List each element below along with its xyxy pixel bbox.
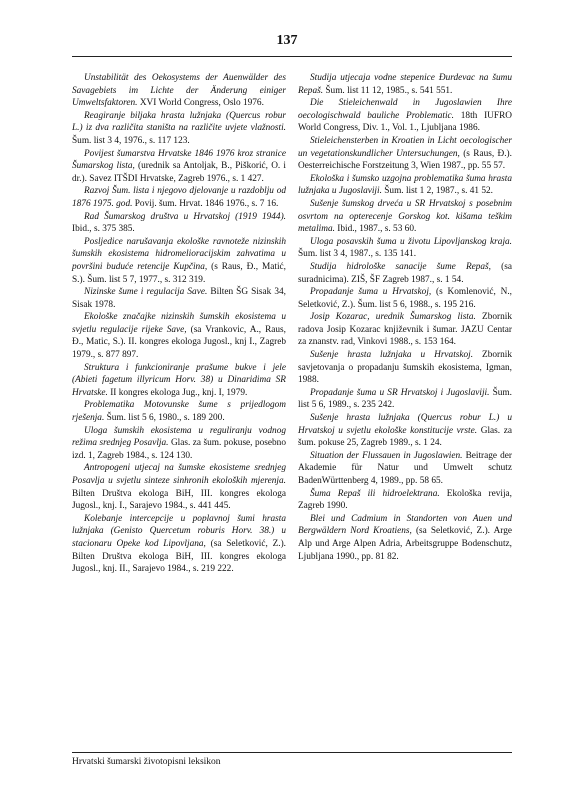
entry-title: Uloga posavskih šuma u životu Lipovljanskog kraja. [310, 236, 512, 247]
entry-title: Blei und Cadmium in Standorten von Auen und Bergwäldern Nord Kroatiens, [298, 513, 512, 537]
entry-title: Povijest šumarstva Hrvatske 1846 1976 kroz stranice Šumarskog lista, [72, 148, 286, 172]
entry-details: (sa suradnicima). ZIŠ, ŠF Zagreb 1987., s. 1 54. [298, 261, 512, 285]
bibliography-entry [298, 513, 512, 563]
right-column [298, 72, 512, 563]
entry-details: 18th IUFRO World Congress, Div. 1., Vol. 1., Ljubljana 1986. [298, 110, 512, 134]
entry-details: Glas. za šum. pokuse, posebno izd. 1, Zagreb 1984., s. 124 130. [72, 438, 286, 461]
entry-details: II kongres ekologa Jug., knj. I, 1979. [107, 387, 248, 398]
bibliography-entry [72, 236, 286, 286]
entry-details: Šum. list 3 4, 1976., s. 117 123. [72, 135, 190, 146]
entry-title: Ekološka i šumsko uzgojna problematika šuma hrasta lužnjaka u Jugoslaviji. [298, 173, 512, 197]
entry-details: XVI World Congress, Oslo 1976. [137, 98, 264, 109]
page-footer: Hrvatski šumarski životopisni leksikon [72, 757, 221, 767]
entry-details: (sa Seletković, Z.). Bilten Društva ekologa BiH, III. kongres ekologa Jugosl., knj. II., Sarajevo 1984., s. 219 222. [72, 538, 286, 575]
bibliography-entry [298, 97, 512, 135]
entry-details: Šum. list 1 2, 1987., s. 41 52. [381, 186, 493, 197]
entry-title: Uloga šumskih ekosistema u reguliranju vodnog režima srednjeg Posavlja. [72, 425, 286, 449]
entry-details: Bilten ŠG Sisak 34, Sisak 1978. [72, 287, 286, 310]
bibliography-entry [72, 286, 286, 311]
entry-title: Nizinske šume i regulacija Save. [84, 287, 208, 298]
entry-details: Zbornik savjetovanja o propadanju šumskih ekosistema, Igman, 1988. [298, 350, 512, 386]
entry-title: Situation der Flussauen in Jugoslawien. [310, 450, 463, 461]
entry-details: (sa Seletković, Z.). Arge Alp und Arge Alpen Adria, Arbeitsgruppe Bodenschutz, Ljubljana 1990., pp. 81 82. [298, 526, 512, 562]
entry-title: Sušenje hrasta lužnjaka u Hrvatskoj. [310, 350, 474, 361]
bibliography-entry [298, 387, 512, 412]
header-rule [72, 56, 512, 57]
entry-details: Beitrage der Akademie für Natur und Umwelt schutz BadenWürttenberg 4, 1989., pp. 58 65. [298, 450, 512, 486]
bibliography-entry [72, 425, 286, 463]
entry-details: Zbornik radova Josip Kozarac književnik i šumar. JAZU Centar za znanstv. rad, Vinkovi 1988., s. 153 164. [298, 312, 513, 348]
entry-title: Kolebanje intercepcije u poplavnoj šumi hrasta lužnjaka (Genisto Quercetum roburis Horv. 38.) u stacionaru Opeke kod Lipovljana, [72, 513, 286, 549]
entry-title: Propadanje šuma u Hrvatskoj, [310, 287, 432, 298]
left-column [72, 72, 286, 576]
entry-details: Šum. list 3 4, 1987., s. 135 141. [298, 249, 417, 260]
bibliography-entry [72, 462, 286, 512]
entry-details: (s Raus, Đ.). Oesterreichische Forstzeitung 3, Wien 1987., pp. 55 57. [298, 148, 512, 172]
bibliography-entry [298, 488, 512, 513]
entry-details: Ibid., s. 375 385. [72, 224, 135, 235]
entry-details: Šum. list 5 6, 1989., s. 235 242. [298, 387, 512, 411]
entry-details: Ibid., 1987., s. 53 60. [334, 224, 417, 235]
bibliography-entry [72, 110, 286, 148]
entry-title: Studija hidrološke sanacije šume Repaš, [310, 261, 491, 272]
bibliography-entry [72, 148, 286, 186]
bibliography-entry [298, 173, 512, 198]
bibliography-entry [298, 72, 512, 97]
entry-title: Josip Kozarac, urednik Šumarskog lista. [310, 312, 476, 323]
entry-details: Bilten Društva ekologa BiH, III. kongres ekologa Jugosl., knj. I., Sarajevo 1984., s. 441 445. [72, 488, 286, 512]
bibliography-entry [72, 311, 286, 361]
bibliography-entry [72, 72, 286, 110]
bibliography-entry [298, 236, 512, 261]
bibliography-entry [298, 412, 512, 450]
entry-details: Šum. list 5 6, 1980., s. 189 200. [104, 413, 225, 424]
entry-title: Sušenje šumskog drveća u SR Hrvatskoj s posebnim osvrtom na opterecenje Gorskog kot. kišama teškim metalima. [298, 198, 512, 235]
entry-title: Šuma Repaš ili hidroelektrana. [310, 488, 440, 499]
entry-title: Posljedice narušavanja ekološke ravnoteže nizinskih šumskih ekosistema hidromelioracijskim zahvatima u površini buduće retencije Kupčina, [72, 236, 286, 272]
bibliography-entry [72, 211, 286, 236]
entry-details: Povij. šum. Hrvat. 1846 1976., s. 7 16. [132, 198, 279, 209]
entry-details: Šum. list 11 12, 1985., s. 541 551. [323, 85, 453, 96]
entry-title: Rad Šumarskog društva u Hrvatskoj (1919 1944). [84, 211, 286, 222]
footer-rule [72, 752, 512, 753]
entry-title: Die Stieleichenwald in Jugoslawien Ihre oecologischwald bauliche Problematic. [298, 98, 512, 121]
entry-title: Unstabilität des Oekosystems der Auenwälder des Savagebiets im Lichte der Änderung einiger Umweltsfaktoren. [72, 73, 286, 109]
entry-title: Studija utjecaja vodne stepenice Đurdevac na šumu Repaš. [298, 73, 512, 96]
entry-title: Ekološke značajke nizinskih šumskih ekosistema u svjetlu regulacije rijeke Save, [72, 312, 286, 335]
entry-details: Ekološka revija, Zagreb 1990. [298, 488, 512, 512]
entry-details: (urednik sa Antoljak, B., Piškorić, O. i dr.). Savez ITŠDI Hrvatske, Zagreb 1976., s. 1 427. [72, 161, 286, 184]
bibliography-entry [298, 450, 512, 488]
bibliography-entry [298, 286, 512, 311]
bibliography-entry [72, 185, 286, 210]
bibliography-entry [72, 513, 286, 576]
page-number: 137 [276, 33, 298, 48]
entry-details: (s Raus, Đ., Matić, S.). Šum. list 5 7, 1977., s. 312 319. [72, 261, 286, 285]
entry-title: Propadanje šuma u SR Hrvatskoj i Jugoslaviji. [310, 387, 490, 398]
entry-title: Problematika Motovunske šume s prijedlogom rješenja. [72, 400, 286, 424]
entry-details: Glas. za šum. pokuse 25, Zagreb 1989., s. 1 24. [298, 425, 512, 449]
entry-title: Antropogeni utjecaj na šumske ekosisteme srednjeg Posavlja u svjetlu sinteze sinhronih ekoloških mjerenja. [72, 463, 286, 486]
bibliography-entry [298, 349, 512, 387]
entry-details: (sa Vrankovic, A., Raus, Đ., Matic, S.). II. kongres ekologa Jugosl., knj I., Zagreb 1979., s. 877 897. [72, 324, 286, 361]
bibliography-entry [298, 135, 512, 173]
bibliography-entry [298, 311, 512, 349]
entry-title: Sušenje hrasta lužnjaka (Quercus robur L.) u Hrvatskoj u svjetlu ekološke konstitucije vrste. [298, 413, 512, 436]
entry-title: Reagiranje biljaka hrasta lužnjaka (Quercus robur L.) iz dva različita staništa na različite uvjete vlažnosti. [72, 110, 286, 134]
entry-title: Stieleichensterben in Kroatien in Licht oecologischer un vegetationskundlicher Untersuchungen, [298, 135, 512, 159]
entry-title: Razvoj Šum. lista i njegovo djelovanje u razdoblju od 1876 1975. god. [72, 186, 286, 209]
bibliography-entry [72, 362, 286, 400]
entry-details: (s Komlenović, N., Seletković, Z.). Šum. list 5 6, 1988., s. 195 216. [298, 287, 512, 310]
bibliography-entry [298, 261, 512, 286]
bibliography-entry [72, 399, 286, 424]
bibliography-entry [298, 198, 512, 236]
entry-title: Struktura i funkcioniranje prašume bukve i jele (Abieti fagetum illyricum Horv. 38) u Dinaridima SR Hrvatske. [72, 362, 286, 398]
